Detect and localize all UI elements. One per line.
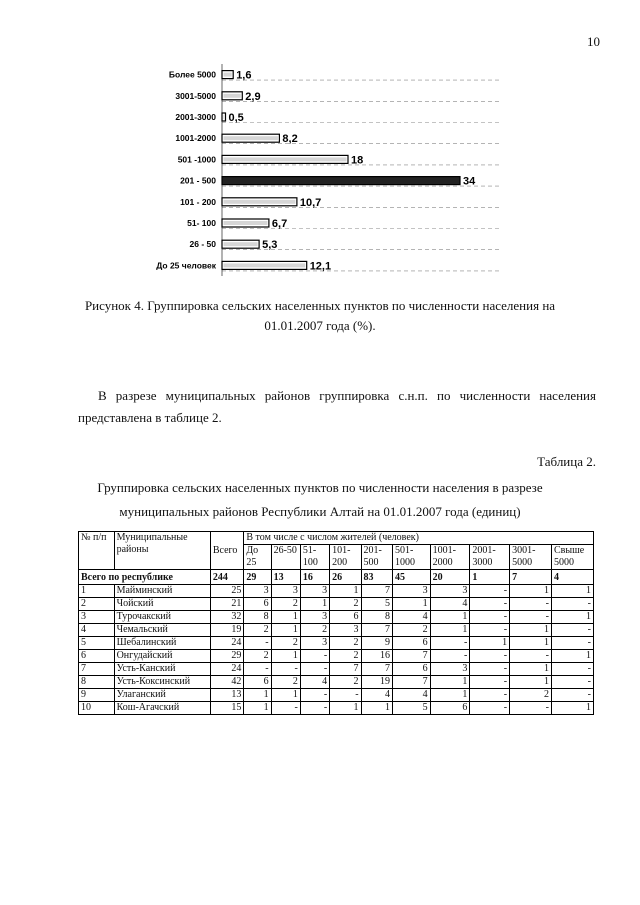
table-cell: 4	[361, 689, 392, 702]
table-cell: 8	[244, 611, 271, 624]
table-cell: 3	[271, 585, 300, 598]
figure-caption	[60, 296, 580, 336]
table-cell: 6	[244, 676, 271, 689]
table-cell: -	[470, 663, 510, 676]
table-cell: 42	[210, 676, 243, 689]
paragraph-line-2: представлена в таблице 2.	[78, 410, 222, 425]
table-cell: 1	[510, 585, 552, 598]
table-cell: 2	[271, 598, 300, 611]
header-col-0: До 25	[244, 545, 271, 570]
district-name: Шебалинский	[114, 637, 210, 650]
category-label: 51- 100	[187, 218, 216, 228]
category-label: Более 5000	[168, 69, 216, 80]
table-cell: 7	[392, 650, 430, 663]
table-cell: 4	[430, 598, 470, 611]
row-number: 2	[79, 598, 115, 611]
table-cell: -	[330, 689, 361, 702]
district-name: Турочакский	[114, 611, 210, 624]
table-cell: 32	[210, 611, 243, 624]
table-cell: 2	[392, 624, 430, 637]
table-cell: 3	[430, 585, 470, 598]
header-group: В том числе с числом жителей (человек)	[244, 532, 594, 545]
population-groups-bar-chart	[110, 60, 510, 280]
table-cell: 3	[392, 585, 430, 598]
table-cell: -	[470, 702, 510, 715]
table-cell: 1	[510, 663, 552, 676]
value-label: 12,1	[309, 260, 332, 273]
table-cell: -	[470, 676, 510, 689]
table-title	[80, 476, 560, 524]
header-col-6: 1001-2000	[430, 545, 470, 570]
total-cell: 45	[392, 570, 430, 585]
total-cell: 4	[552, 570, 594, 585]
table-cell: 1	[552, 702, 594, 715]
table-cell: 6	[392, 637, 430, 650]
bar-shade	[224, 200, 296, 204]
category-label: 2001-3000	[175, 112, 216, 122]
paragraph-line-1: В разрезе муниципальных районов группировка с.н.п. по численности населения	[98, 388, 596, 403]
table-cell: -	[510, 650, 552, 663]
table-cell: 19	[361, 676, 392, 689]
table-cell: 6	[244, 598, 271, 611]
header-col-8: 3001-5000	[510, 545, 552, 570]
table-header-row-1	[79, 532, 594, 545]
table-cell: -	[470, 611, 510, 624]
table-row	[79, 624, 594, 637]
table-cell: -	[300, 650, 329, 663]
bar-shade	[224, 221, 268, 225]
header-col-3: 101-200	[330, 545, 361, 570]
table-cell: 7	[361, 624, 392, 637]
district-name: Чойский	[114, 598, 210, 611]
table-cell: -	[430, 650, 470, 663]
header-col-1: 26-50	[271, 545, 300, 570]
table-cell: 1	[330, 702, 361, 715]
table-cell: 6	[392, 663, 430, 676]
table-cell: 1	[470, 637, 510, 650]
table-cell: 3	[244, 585, 271, 598]
table-cell: -	[552, 663, 594, 676]
value-label: 8,2	[282, 133, 298, 146]
row-number: 6	[79, 650, 115, 663]
header-col-7: 2001-3000	[470, 545, 510, 570]
row-number: 9	[79, 689, 115, 702]
value-label: 5,3	[262, 239, 278, 252]
table-cell: 1	[510, 624, 552, 637]
category-label: 3001-5000	[175, 90, 216, 101]
table-cell: 5	[361, 598, 392, 611]
table-cell: 1	[510, 637, 552, 650]
bar-shade	[224, 94, 241, 98]
category-label: 101 - 200	[180, 196, 216, 207]
table-row	[79, 702, 594, 715]
table-cell: 1	[271, 611, 300, 624]
table-title-line-2: муниципальных районов Республики Алтай на 01.01.2007 года (единиц)	[119, 504, 521, 519]
table-cell: 6	[330, 611, 361, 624]
table-cell: 2	[300, 624, 329, 637]
header-col-5: 501-1000	[392, 545, 430, 570]
total-cell: 1	[470, 570, 510, 585]
table-cell: 1	[510, 676, 552, 689]
value-label: 1,6	[236, 69, 252, 82]
table-cell: 2	[330, 676, 361, 689]
table-cell: 24	[210, 637, 243, 650]
table-cell: -	[552, 676, 594, 689]
value-label: 0,5	[228, 112, 244, 124]
page-number: 10	[587, 34, 600, 49]
table-cell: -	[470, 598, 510, 611]
figure-caption-line-1: Рисунок 4. Группировка сельских населенных пунктов по численности населения на	[84, 298, 556, 313]
category-label: До 25 человек	[156, 260, 216, 271]
table-cell: -	[552, 637, 594, 650]
table-cell: 3	[300, 637, 329, 650]
table-cell: 2	[244, 650, 271, 663]
table-cell: 4	[392, 689, 430, 702]
total-cell: 244	[210, 570, 243, 585]
row-number: 10	[79, 702, 115, 715]
table-cell: 9	[361, 637, 392, 650]
table-cell: 1	[244, 689, 271, 702]
table-cell: -	[300, 663, 329, 676]
table-cell: 2	[271, 676, 300, 689]
table-cell: 2	[330, 598, 361, 611]
table-cell: 1	[430, 611, 470, 624]
table-cell: 7	[330, 663, 361, 676]
table-cell: 1	[392, 598, 430, 611]
district-name: Кош-Агачский	[114, 702, 210, 715]
row-number: 1	[79, 585, 115, 598]
table-cell: 16	[361, 650, 392, 663]
table-cell: -	[300, 702, 329, 715]
table-cell: -	[510, 598, 552, 611]
table-row	[79, 611, 594, 624]
table-cell: 1	[271, 689, 300, 702]
table-row	[79, 650, 594, 663]
table-cell: 1	[330, 585, 361, 598]
table-cell: 19	[210, 624, 243, 637]
table-cell: 2	[271, 637, 300, 650]
table-cell: 15	[210, 702, 243, 715]
district-name: Майминский	[114, 585, 210, 598]
district-name: Чемальский	[114, 624, 210, 637]
table-cell: 1	[552, 650, 594, 663]
table-row	[79, 689, 594, 702]
table-cell: -	[244, 637, 271, 650]
district-name: Усть-Канский	[114, 663, 210, 676]
total-cell: 16	[300, 570, 329, 585]
value-label: 10,7	[299, 196, 322, 209]
header-col-2: 51-100	[300, 545, 329, 570]
bar-shade	[224, 73, 232, 77]
table-cell: -	[510, 702, 552, 715]
row-number: 3	[79, 611, 115, 624]
value-label: 6,7	[271, 218, 288, 230]
table-cell: -	[244, 663, 271, 676]
table-cell: 2	[330, 637, 361, 650]
table-cell: -	[271, 702, 300, 715]
table-cell: 1	[271, 624, 300, 637]
value-label: 34	[463, 175, 476, 188]
row-number: 7	[79, 663, 115, 676]
population-groups-table	[78, 531, 594, 715]
category-label: 501 -1000	[177, 154, 216, 165]
table-cell: 1	[430, 676, 470, 689]
table-cell: 1	[300, 598, 329, 611]
table-cell: -	[552, 624, 594, 637]
table-cell: 29	[210, 650, 243, 663]
table-cell: -	[510, 611, 552, 624]
table-cell: 3	[330, 624, 361, 637]
table-cell: 1	[271, 650, 300, 663]
table-cell: 7	[392, 676, 430, 689]
table-cell: 2	[330, 650, 361, 663]
table-cell: 13	[210, 689, 243, 702]
bar-shade	[224, 115, 225, 119]
table-cell: -	[470, 585, 510, 598]
value-label: 2,9	[245, 90, 261, 103]
table-cell: 1	[361, 702, 392, 715]
table-row-total	[79, 570, 594, 585]
bar	[222, 177, 460, 185]
table-row	[79, 598, 594, 611]
table-cell: -	[470, 624, 510, 637]
row-number: 5	[79, 637, 115, 650]
table-cell: 8	[361, 611, 392, 624]
bar-shade	[224, 157, 347, 161]
table-cell: -	[271, 663, 300, 676]
header-col-4: 201-500	[361, 545, 392, 570]
table-cell: 3	[300, 585, 329, 598]
header-col-9: Свыше 5000	[552, 545, 594, 570]
table-cell: -	[470, 689, 510, 702]
category-label: 26 - 50	[189, 239, 216, 250]
table-title-line-1: Группировка сельских населенных пунктов по численности населения в разрезе	[97, 480, 543, 495]
table-cell: 6	[430, 702, 470, 715]
bar-shade	[224, 263, 306, 267]
category-label: 201 - 500	[180, 175, 216, 186]
table-cell: 4	[392, 611, 430, 624]
table-cell: -	[430, 637, 470, 650]
table-cell: 4	[300, 676, 329, 689]
table-cell: -	[552, 689, 594, 702]
table-cell: 2	[510, 689, 552, 702]
value-label: 18	[351, 154, 364, 167]
total-label: Всего по республике	[79, 570, 211, 585]
table-cell: 1	[430, 689, 470, 702]
district-name: Улаганский	[114, 689, 210, 702]
table-row	[79, 585, 594, 598]
table-cell: 5	[392, 702, 430, 715]
table-cell: 7	[361, 585, 392, 598]
table-label: Таблица 2.	[537, 454, 596, 469]
row-number: 8	[79, 676, 115, 689]
total-cell: 29	[244, 570, 271, 585]
table-cell: 25	[210, 585, 243, 598]
table-cell: 3	[300, 611, 329, 624]
header-district: Муниципальные районы	[114, 532, 210, 570]
table-row	[79, 663, 594, 676]
table-cell: 1	[552, 611, 594, 624]
category-label: 1001-2000	[175, 133, 216, 144]
table-cell: -	[552, 598, 594, 611]
district-name: Усть-Коксинский	[114, 676, 210, 689]
table-cell: 24	[210, 663, 243, 676]
table-row	[79, 637, 594, 650]
district-name: Онгудайский	[114, 650, 210, 663]
row-number: 4	[79, 624, 115, 637]
table-cell: -	[300, 689, 329, 702]
header-total: Всего	[210, 532, 243, 570]
total-cell: 83	[361, 570, 392, 585]
table-cell: -	[470, 650, 510, 663]
total-cell: 7	[510, 570, 552, 585]
table-row	[79, 676, 594, 689]
table-cell: 3	[430, 663, 470, 676]
table-cell: 2	[244, 624, 271, 637]
total-cell: 13	[271, 570, 300, 585]
table-cell: 7	[361, 663, 392, 676]
bar-shade	[224, 136, 278, 140]
table-cell: 1	[430, 624, 470, 637]
total-cell: 26	[330, 570, 361, 585]
table-cell: 21	[210, 598, 243, 611]
table-cell: 1	[552, 585, 594, 598]
figure-caption-line-2: 01.01.2007 года (%).	[264, 318, 376, 333]
table-cell: 1	[244, 702, 271, 715]
header-no: № п/п	[79, 532, 115, 570]
bar-shade	[224, 242, 258, 246]
total-cell: 20	[430, 570, 470, 585]
